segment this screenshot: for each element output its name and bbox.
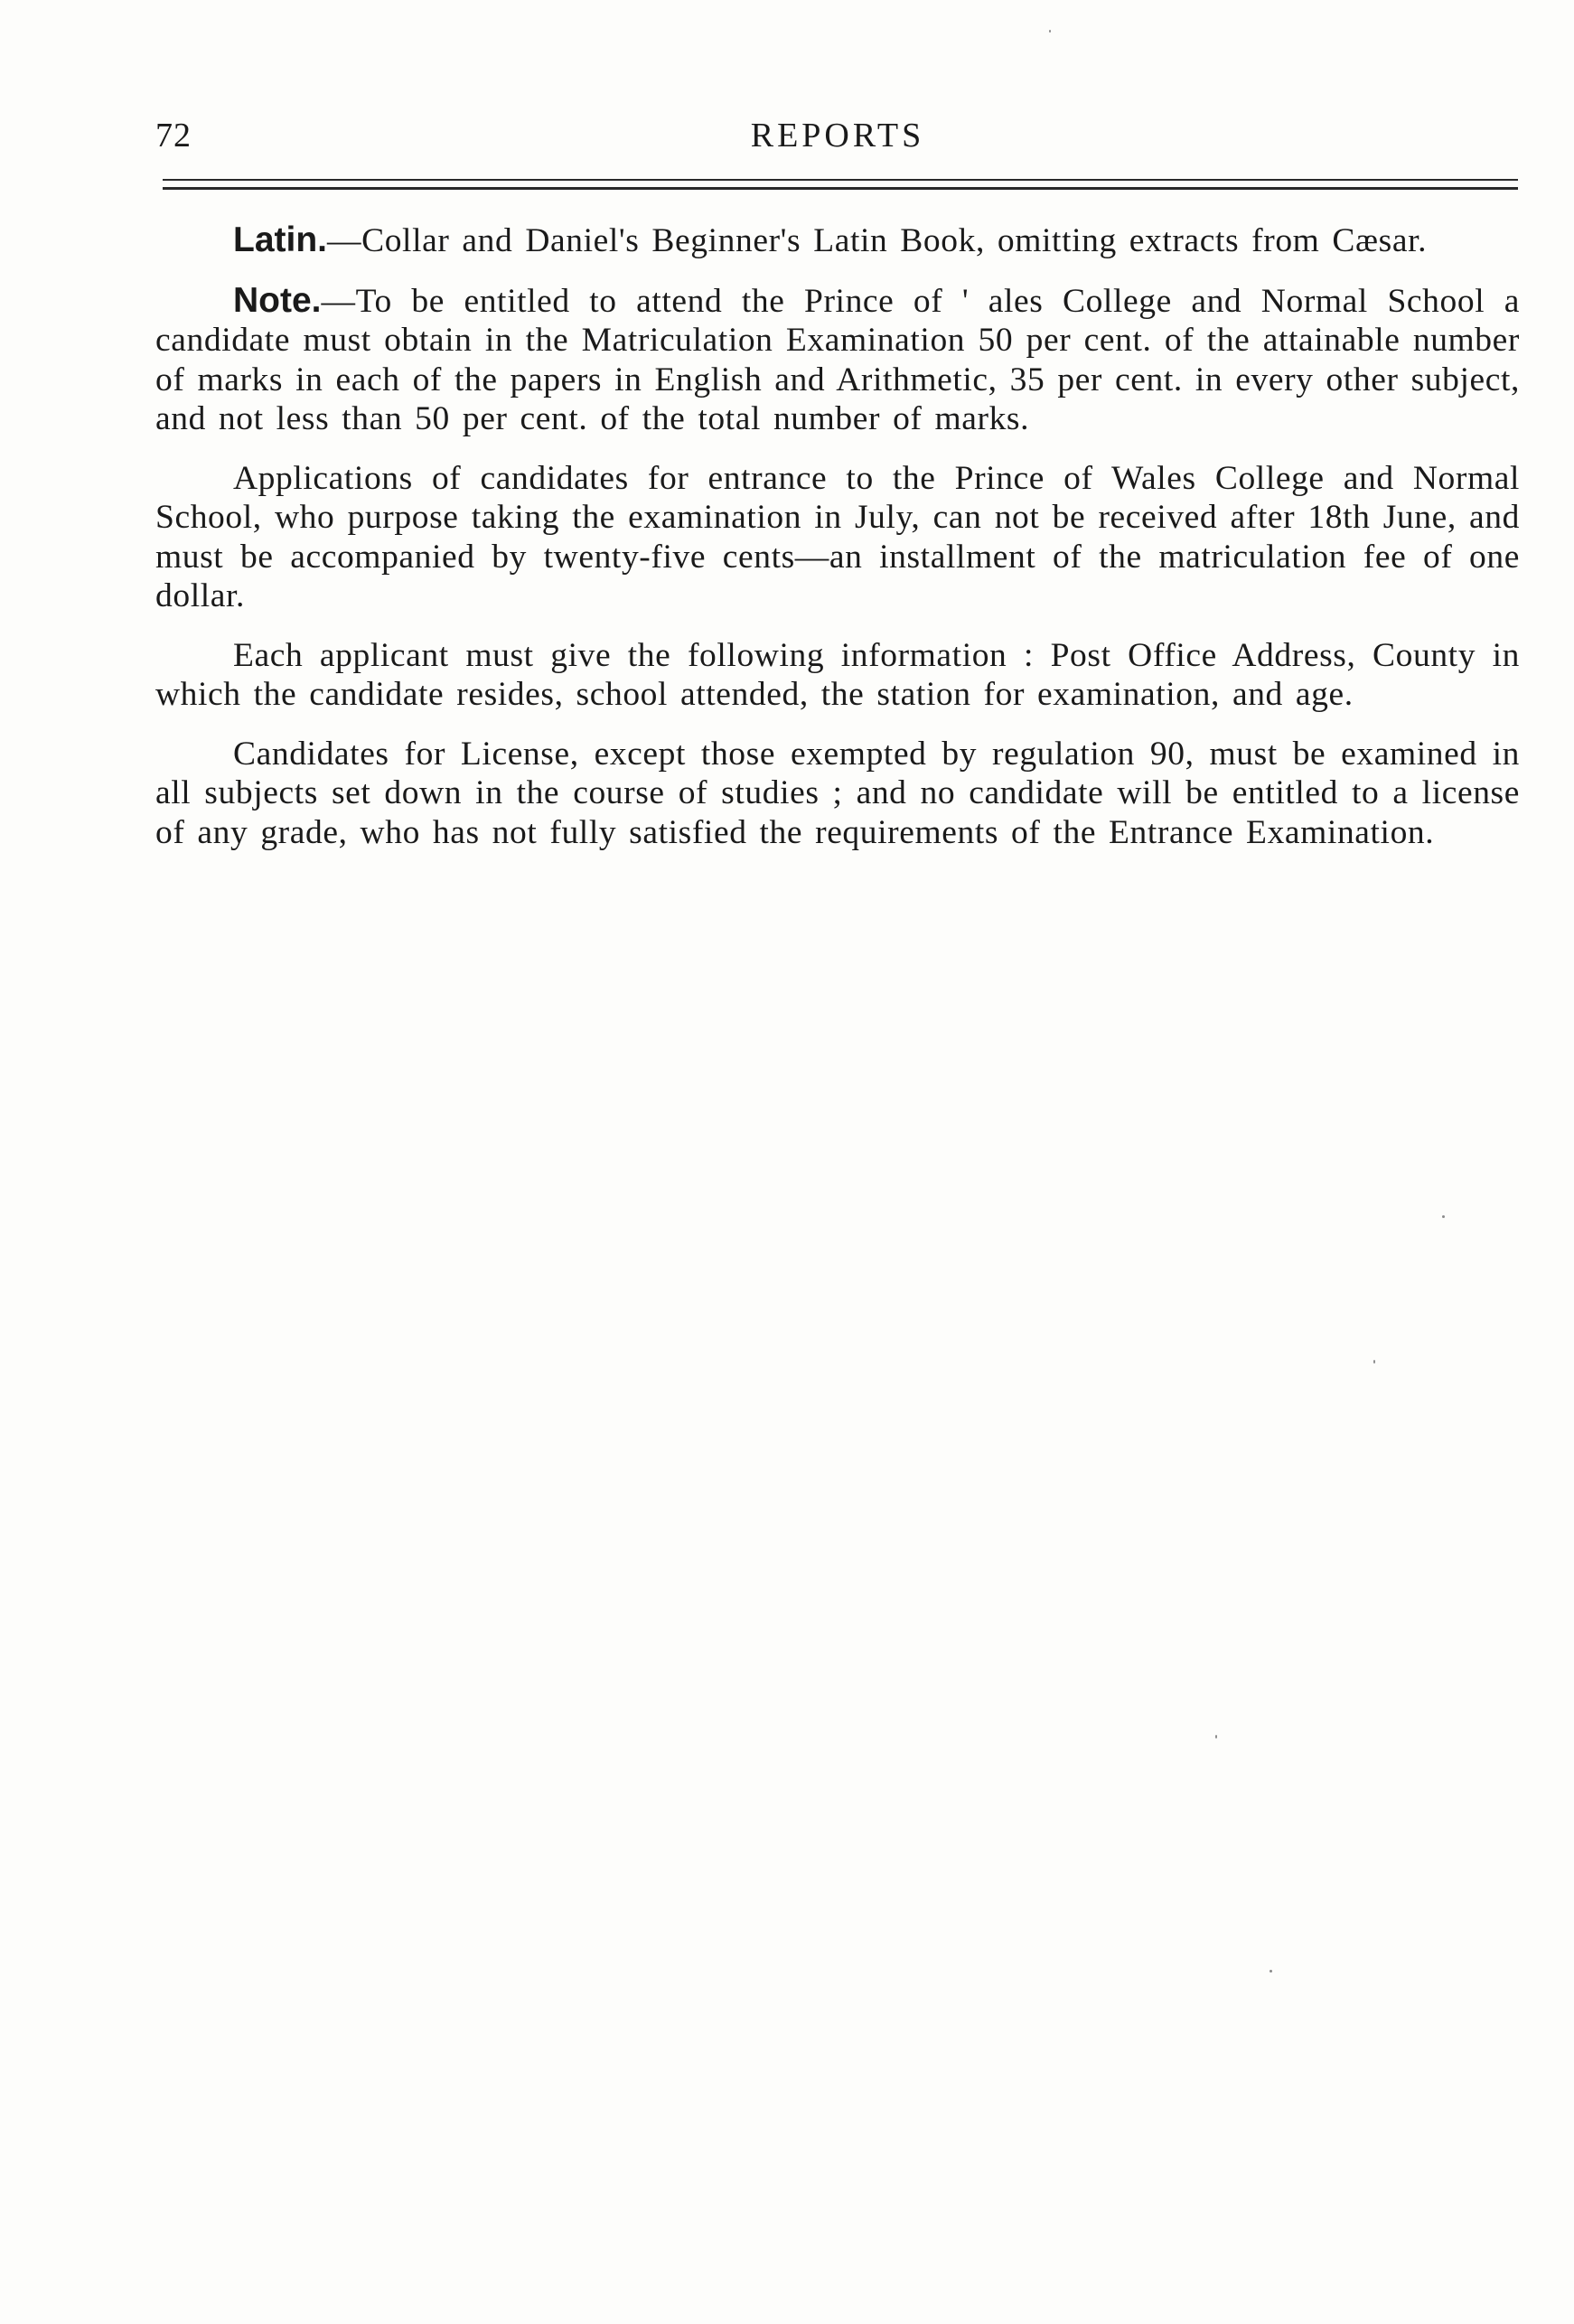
- paragraph-text: —To be entitled to attend the Prince of ' ales College and Normal School a candidate must obtain in the Matriculation Examination 50 per cent. of the attainable number of marks in each of the papers in English and Arithmetic, 35 per cent. in every other subject, and not less than 50 per cent. of the total number of marks.: [155, 282, 1520, 437]
- header-rule-bottom: [163, 187, 1518, 190]
- scan-speck: [1373, 1360, 1375, 1363]
- body-text: [155, 220, 1520, 872]
- paragraph-applications: [155, 459, 1520, 616]
- paragraph-text: Candidates for License, except those exempted by regulation 90, must be examined in all subjects set down in the course of studies ; and no candidate will be entitled to a license of any grade, who has not fully satisfied the requirements of the Entrance Examination.: [155, 735, 1520, 851]
- paragraph-lead: Note.: [233, 280, 322, 320]
- paragraph-license-candidates: [155, 735, 1520, 853]
- paragraph-note: [155, 281, 1520, 439]
- paragraph-latin: [155, 220, 1520, 261]
- page-number: 72: [155, 117, 192, 155]
- scan-speck: [1442, 1215, 1445, 1218]
- paragraph-applicant-information: [155, 636, 1520, 715]
- page-header: [155, 116, 1520, 166]
- scan-speck: [1215, 1735, 1217, 1738]
- running-head: REPORTS: [750, 117, 925, 155]
- paragraph-text: Each applicant must give the following information : Post Office Address, County in which the candidate resides, school attended, the station for examination, and age.: [155, 636, 1520, 713]
- paragraph-text: Applications of candidates for entrance to the Prince of Wales College and Normal School, who purpose taking the examination in July, can not be received after 18th June, and must be accompanied by twenty-five cents—an installment of the matriculation fee of one dollar.: [155, 459, 1520, 614]
- scan-speck: [1049, 30, 1051, 33]
- header-rule-top: [163, 179, 1518, 181]
- paragraph-text: —Collar and Daniel's Beginner's Latin Book, omitting extracts from Cæsar.: [327, 222, 1428, 259]
- paragraph-lead: Latin.: [233, 220, 327, 259]
- scan-speck: [1270, 1970, 1272, 1973]
